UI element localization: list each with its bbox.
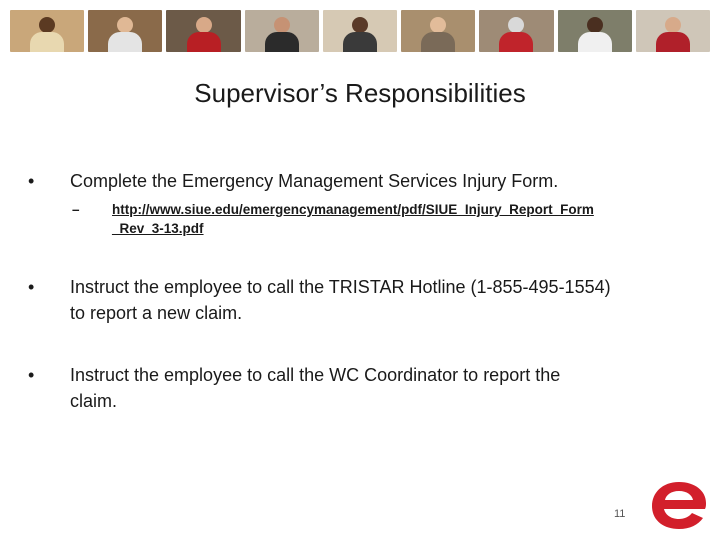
bullet-marker: •: [28, 171, 35, 191]
bullet-text-line2: claim.: [70, 391, 118, 411]
header-photo-strip: [10, 10, 710, 52]
header-photo: [636, 10, 710, 52]
siue-e-logo-icon: [648, 478, 710, 532]
slide-title: Supervisor’s Responsibilities: [194, 78, 526, 108]
header-photo: [166, 10, 240, 52]
header-photo: [558, 10, 632, 52]
bullet-item: [28, 362, 688, 414]
injury-form-link[interactable]: [112, 202, 594, 236]
sub-bullet-item: [28, 200, 688, 238]
bullet-text-line1: Instruct the employee to call the WC Coordinator to report the: [70, 365, 561, 385]
bullet-marker: •: [28, 365, 35, 385]
bullet-text-line1: Instruct the employee to call the TRISTAR Hotline (1-855-495-1554): [70, 277, 611, 297]
bullet-list: [28, 168, 688, 414]
header-photo: [88, 10, 162, 52]
sub-bullet-marker: –: [72, 202, 80, 217]
header-photo: [10, 10, 84, 52]
bullet-marker: •: [28, 277, 35, 297]
bullet-text: Complete the Emergency Management Services Injury Form.: [70, 171, 559, 191]
injury-form-link-line1: http://www.siue.edu/emergencymanagement/pdf/SIUE_Injury_Report_Form: [112, 202, 594, 217]
header-photo: [323, 10, 397, 52]
bullet-item: [28, 274, 688, 326]
page-number: 11: [614, 508, 626, 520]
header-photo: [479, 10, 553, 52]
header-photo: [401, 10, 475, 52]
bullet-item: [28, 168, 688, 194]
header-photo: [245, 10, 319, 52]
injury-form-link-line2: _Rev_3-13.pdf: [112, 221, 204, 236]
bullet-text-line2: to report a new claim.: [70, 303, 243, 323]
